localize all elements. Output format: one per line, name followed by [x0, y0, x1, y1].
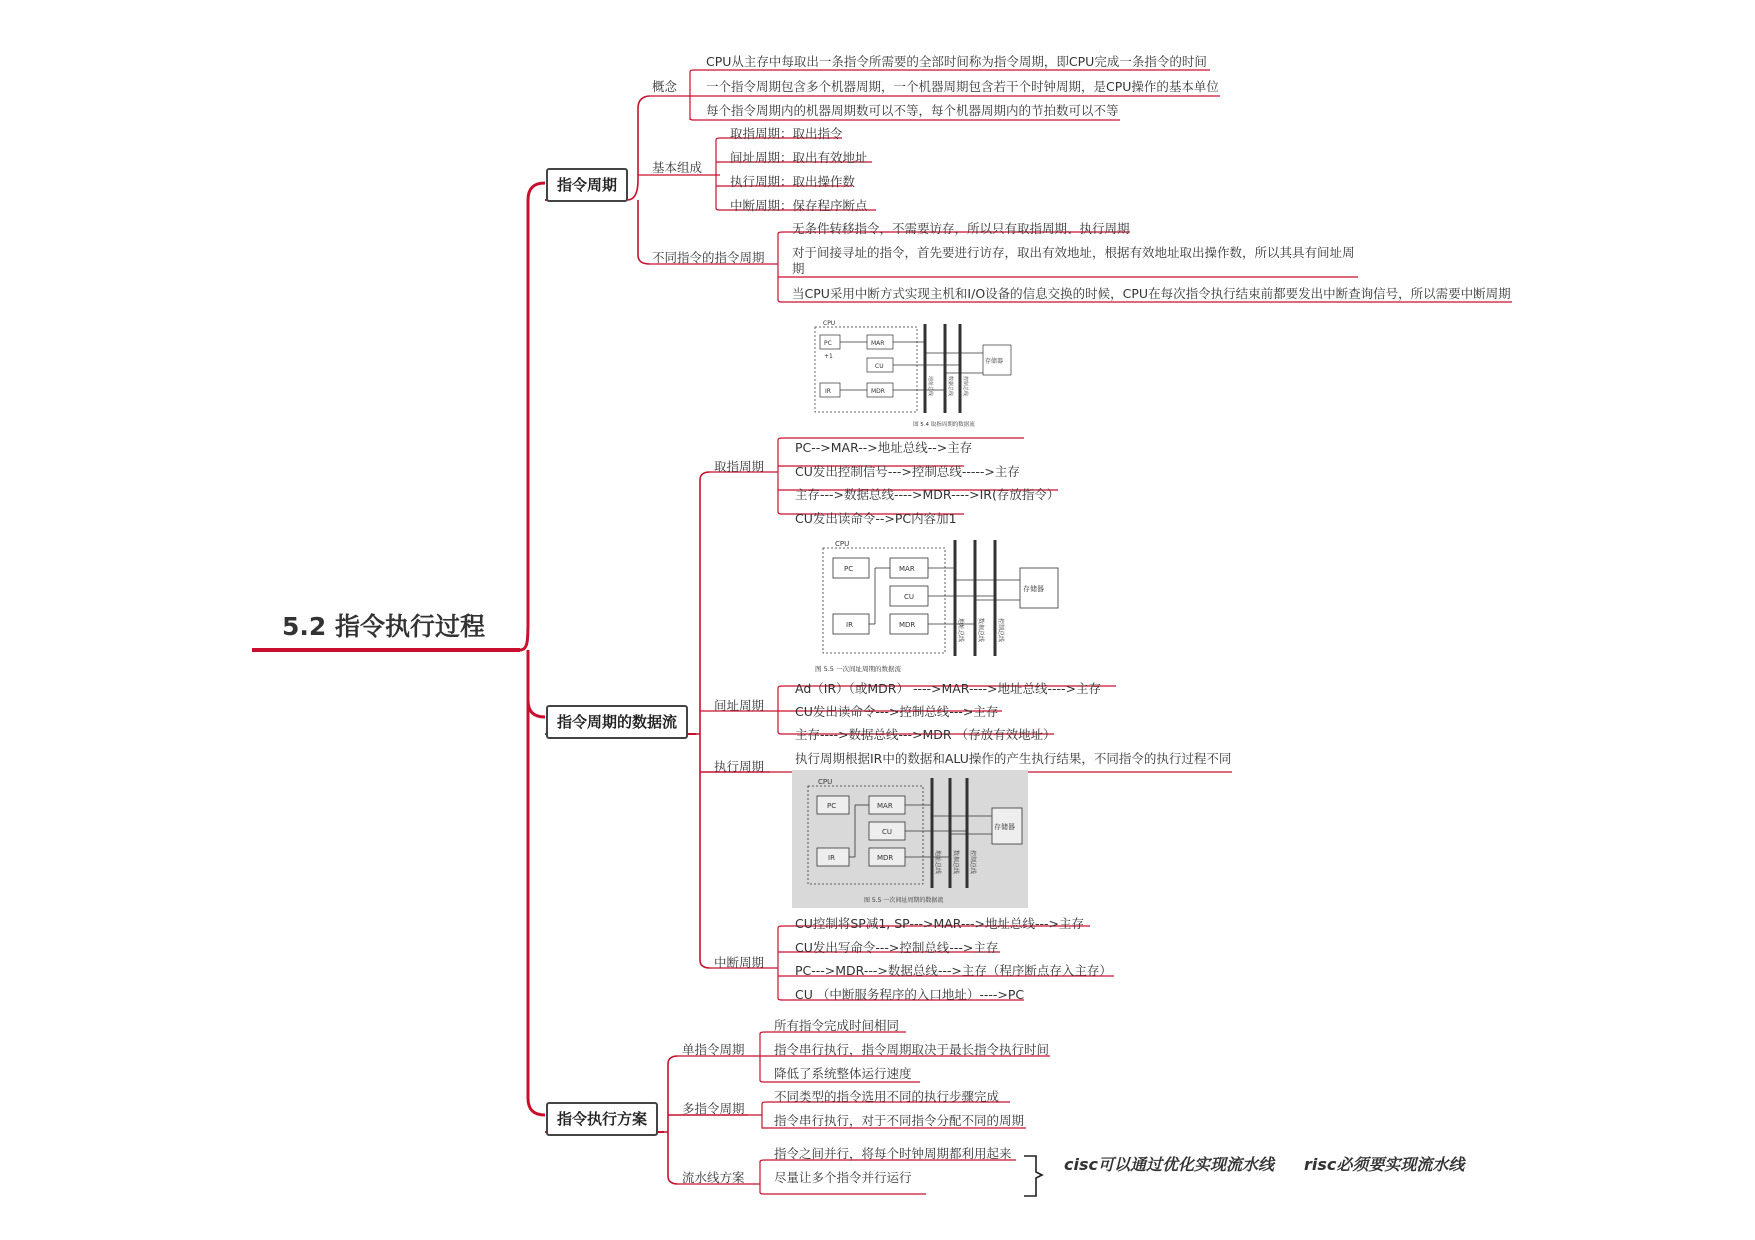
interrupt-item-1: CU控制将SP减1, SP--->MAR--->地址总线--->主存: [795, 916, 1084, 931]
fig1-bus-label: 地址总线: [927, 376, 933, 397]
fetch-cycle-figure: [805, 318, 1030, 428]
node-multi-cycle[interactable]: 多指令周期: [682, 1101, 745, 1116]
node-concept[interactable]: 概念: [652, 79, 678, 94]
fetch-item-2: CU发出控制信号--->控制总线----->主存: [795, 464, 1020, 479]
interrupt-item-4: CU （中断服务程序的入口地址）---->PC: [795, 987, 1025, 1002]
svg-text:CU: CU: [875, 363, 884, 370]
fig3-bus-label: 数据总线: [952, 850, 959, 875]
fig3-bus-label: 控制总线: [969, 850, 976, 875]
node-indirect-cycle[interactable]: 间址周期: [714, 698, 765, 713]
indirect-item-2: CU发出读命令--->控制总线--->主存: [795, 704, 999, 719]
svg-text:存储器: 存储器: [985, 358, 1004, 365]
interrupt-cycle-figure: [792, 770, 1028, 908]
svg-text:CU: CU: [882, 828, 893, 836]
svg-text:存储器: 存储器: [994, 823, 1015, 831]
svg-text:MAR: MAR: [871, 340, 885, 347]
concept-item-3: 每个指令周期内的机器周期数可以不等，每个机器周期内的节拍数可以不等: [706, 103, 1119, 118]
branch-instruction-cycle[interactable]: 指令周期: [546, 168, 628, 202]
different-item-2: 对于间接寻址的指令，首先要进行访存，取出有效地址，根据有效地址取出操作数，所以其具有间址周期: [792, 245, 1355, 276]
svg-text:MAR: MAR: [877, 802, 893, 810]
node-basic-composition[interactable]: 基本组成: [652, 160, 703, 175]
single-item-3: 降低了系统整体运行速度: [774, 1066, 912, 1081]
indirect-cycle-figure: [805, 538, 1070, 673]
fetch-item-1: PC-->MAR-->地址总线-->主存: [795, 440, 973, 455]
branch-data-flow[interactable]: 指令周期的数据流: [546, 705, 688, 739]
svg-text:PC: PC: [844, 565, 854, 573]
fig2-bus-label: 地址总线: [957, 618, 964, 643]
fig3-bus-label: 地址总线: [934, 850, 941, 875]
execute-item-1: 执行周期根据IR中的数据和ALU操作的产生执行结果，不同指令的执行过程不同: [795, 751, 1232, 766]
pipeline-note-cisc: cisc可以通过优化实现流水线: [1064, 1155, 1274, 1174]
pipeline-bracket: [1024, 1156, 1042, 1196]
pipeline-item-2: 尽量让多个指令并行运行: [774, 1170, 912, 1185]
node-interrupt-cycle[interactable]: 中断周期: [714, 955, 765, 970]
pipeline-note-risc: risc必须要实现流水线: [1304, 1155, 1465, 1174]
svg-text:CPU: CPU: [818, 778, 833, 786]
concept-item-2: 一个指令周期包含多个机器周期，一个机器周期包含若干个时钟周期，是CPU操作的基本单位: [706, 79, 1219, 94]
concept-item-1: CPU从主存中每取出一条指令所需要的全部时间称为指令周期，即CPU完成一条指令的时间: [706, 54, 1207, 69]
svg-text:PC: PC: [827, 802, 837, 810]
svg-text:MDR: MDR: [871, 388, 885, 395]
svg-text:CU: CU: [904, 593, 915, 601]
root-trunk: [520, 183, 545, 1115]
fetch-item-3: 主存--->数据总线---->MDR---->IR(存放指令）: [795, 487, 1060, 502]
interrupt-item-3: PC--->MDR--->数据总线--->主存（程序断点存入主存）: [795, 963, 1112, 978]
indirect-item-3: 主存---->数据总线--->MDR （存放有效地址）: [795, 727, 1056, 742]
indirect-item-1: Ad（IR）（或MDR） ---->MAR---->地址总线---->主存: [795, 681, 1102, 696]
fig1-bus-label: 控制总线: [962, 376, 968, 397]
node-fetch-cycle[interactable]: 取指周期: [714, 459, 765, 474]
different-item-3: 当CPU采用中断方式实现主机和I/O设备的信息交换的时候，CPU在每次指令执行结束前都要发出中断查询信号，所以需要中断周期: [792, 286, 1511, 301]
fig2-bus-label: 控制总线: [997, 618, 1004, 643]
svg-text:MAR: MAR: [899, 565, 915, 573]
svg-text:IR: IR: [828, 854, 835, 862]
node-execute-cycle[interactable]: 执行周期: [714, 759, 765, 774]
fig1-bus-label: 数据总线: [947, 376, 953, 397]
fig1-cpu-label: CPU: [823, 320, 836, 327]
root-title: 5.2 指令执行过程: [282, 612, 485, 641]
fig2-bus-label: 数据总线: [977, 618, 984, 643]
svg-text:存储器: 存储器: [1023, 585, 1044, 593]
basic-item-2: 间址周期：取出有效地址: [730, 150, 868, 165]
svg-text:图 5.5 一次间址周期的数据流: 图 5.5 一次间址周期的数据流: [815, 665, 901, 673]
svg-text:CPU: CPU: [835, 540, 850, 548]
multi-item-2: 指令串行执行，对于不同指令分配不同的周期: [774, 1113, 1025, 1128]
multi-item-1: 不同类型的指令选用不同的执行步骤完成: [774, 1089, 1000, 1104]
svg-text:IR: IR: [825, 388, 831, 395]
branch-execution-scheme[interactable]: 指令执行方案: [546, 1102, 658, 1136]
svg-text:IR: IR: [846, 621, 853, 629]
node-different-cycles[interactable]: 不同指令的指令周期: [652, 250, 765, 265]
basic-item-4: 中断周期：保存程序断点: [730, 198, 868, 213]
node-pipeline[interactable]: 流水线方案: [682, 1170, 745, 1185]
basic-item-3: 执行周期：取出操作数: [730, 174, 856, 189]
interrupt-item-2: CU发出写命令--->控制总线--->主存: [795, 940, 999, 955]
node-single-cycle[interactable]: 单指令周期: [682, 1042, 745, 1057]
svg-text:图 5.4 取指周期的数据流: 图 5.4 取指周期的数据流: [913, 422, 975, 428]
single-item-1: 所有指令完成时间相同: [774, 1018, 900, 1033]
fetch-item-4: CU发出读命令-->PC内容加1: [795, 511, 957, 526]
svg-text:PC: PC: [824, 340, 832, 347]
basic-item-1: 取指周期：取出指令: [730, 126, 843, 141]
svg-text:图 5.5 一次间址周期的数据流: 图 5.5 一次间址周期的数据流: [864, 897, 944, 904]
svg-text:+1: +1: [824, 353, 833, 360]
svg-text:MDR: MDR: [899, 621, 916, 629]
pipeline-item-1: 指令之间并行，将每个时钟周期都利用起来: [774, 1146, 1012, 1161]
svg-text:MDR: MDR: [877, 854, 894, 862]
different-item-1: 无条件转移指令，不需要访存，所以只有取指周期、执行周期: [792, 221, 1130, 236]
single-item-2: 指令串行执行，指令周期取决于最长指令执行时间: [774, 1042, 1050, 1057]
